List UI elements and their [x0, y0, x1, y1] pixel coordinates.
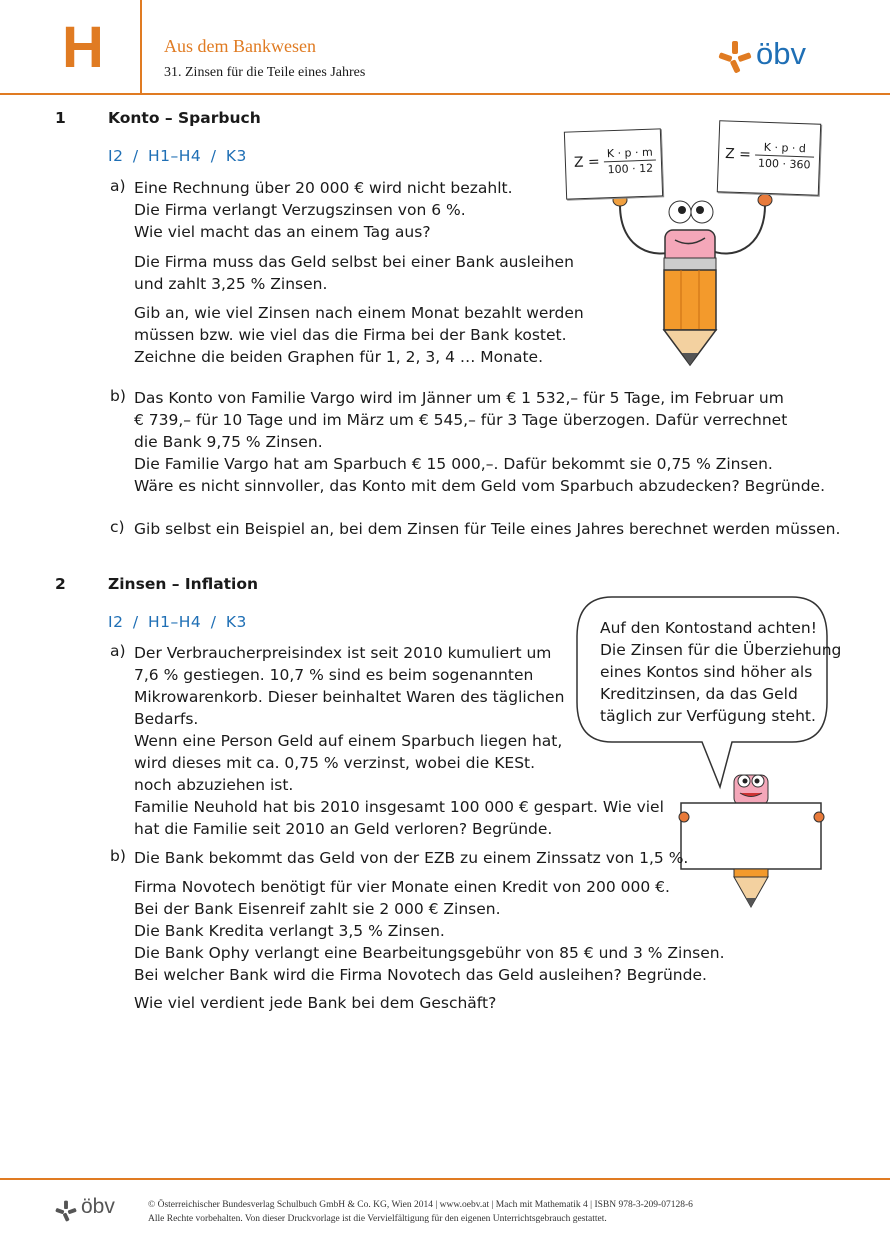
- header: [0, 0, 890, 95]
- header-divider-vertical: [140, 0, 142, 95]
- line: die Bank 9,75 % Zinsen.: [134, 433, 323, 451]
- task-1a-text-2: [134, 251, 574, 295]
- formula-lhs: Z =: [724, 145, 752, 163]
- line: Firma Novotech benötigt für vier Monate einen Kredit von 200 000 €.: [134, 878, 670, 896]
- line: Bedarfs.: [134, 710, 199, 728]
- line: 7,6 % gestiegen. 10,7 % sind es beim sogenannten: [134, 666, 534, 684]
- task-2a-label: a): [110, 642, 126, 660]
- line: täglich zur Verfügung steht.: [600, 707, 816, 725]
- header-divider-horizontal: [0, 93, 890, 95]
- line: Familie Neuhold hat bis 2010 insgesamt 100 000 € gespart. Wie viel: [134, 798, 664, 816]
- fraction-denominator: 100 · 12: [607, 161, 654, 177]
- task-1a-text-3: [134, 302, 584, 368]
- fraction: [604, 146, 657, 177]
- line: Wenn eine Person Geld auf einem Sparbuch liegen hat,: [134, 732, 563, 750]
- obv-logo-text: öbv: [81, 1195, 115, 1218]
- obv-star-icon: [718, 40, 752, 74]
- task-1b-text: [134, 387, 825, 497]
- task-1a-label: a): [110, 177, 126, 195]
- section-2-title: Zinsen – Inflation: [108, 575, 259, 593]
- task-1b-label: b): [110, 387, 126, 405]
- line: Die Bank Ophy verlangt eine Bearbeitungsgebühr von 85 € und 3 % Zinsen.: [134, 944, 725, 962]
- fraction: [755, 141, 814, 172]
- chapter-title: Aus dem Bankwesen: [164, 36, 316, 56]
- line: Die Familie Vargo hat am Sparbuch € 15 000,–. Dafür bekommt sie 0,75 % Zinsen.: [134, 455, 773, 473]
- line: Auf den Kontostand achten!: [600, 619, 817, 637]
- task-2b-text: [134, 876, 725, 986]
- task-1c-label: c): [110, 518, 125, 536]
- fraction-numerator: K · p · m: [604, 146, 656, 163]
- line: und zahlt 3,25 % Zinsen.: [134, 275, 328, 293]
- line: Bei welcher Bank wird die Firma Novotech das Geld ausleihen? Begründe.: [134, 966, 707, 984]
- footer-line: © Österreichischer Bundesverlag Schulbuch GmbH & Co. KG, Wien 2014 | www.oebv.at | Mach mit Mathematik 4 | ISBN 978-3-209-07128-6: [148, 1200, 693, 1210]
- line: müssen bzw. wie viel das die Firma bei der Bank kostet.: [134, 326, 567, 344]
- task-2b-last: Wie viel verdient jede Bank bei dem Geschäft?: [134, 994, 497, 1012]
- task-2b-label: b): [110, 847, 126, 865]
- section-1-competence: I2 / H1–H4 / K3: [108, 147, 247, 165]
- section-2-competence: I2 / H1–H4 / K3: [108, 613, 247, 631]
- footer-line: Alle Rechte vorbehalten. Von dieser Druckvorlage ist die Vervielfältigung für den eigenen Unterrichtsgebrauch gestattet.: [148, 1214, 607, 1224]
- line: Gib an, wie viel Zinsen nach einem Monat bezahlt werden: [134, 304, 584, 322]
- line: Eine Rechnung über 20 000 € wird nicht bezahlt.: [134, 179, 513, 197]
- line: Wäre es nicht sinnvoller, das Konto mit dem Geld vom Sparbuch abzudecken? Begründe.: [134, 477, 825, 495]
- line: Zeichne die beiden Graphen für 1, 2, 3, 4 … Monate.: [134, 348, 544, 366]
- obv-star-icon: [55, 1200, 77, 1222]
- line: eines Kontos sind höher als: [600, 663, 813, 681]
- line: noch abzuziehen ist.: [134, 776, 294, 794]
- line: Wie viel macht das an einem Tag aus?: [134, 223, 431, 241]
- line: € 739,– für 10 Tage und im März um € 545,– für 3 Tage überzogen. Dafür verrechnet: [134, 411, 788, 429]
- line: Der Verbraucherpreisindex ist seit 2010 kumuliert um: [134, 644, 552, 662]
- formula-days: [725, 139, 815, 171]
- formula-sign-days: [717, 120, 821, 196]
- section-1-number: 1: [55, 109, 66, 127]
- line: wird dieses mit ca. 0,75 % verzinst, wobei die KESt.: [134, 754, 536, 772]
- line: Mikrowarenkorb. Dieser beinhaltet Waren des täglichen: [134, 688, 565, 706]
- formula-sign-months: [564, 128, 663, 199]
- line: Die Firma verlangt Verzugszinsen von 6 %.: [134, 201, 466, 219]
- line: Das Konto von Familie Vargo wird im Jänner um € 1 532,– für 5 Tage, im Februar um: [134, 389, 784, 407]
- line: Die Zinsen für die Überziehung: [600, 641, 842, 659]
- footer-divider: [0, 1178, 890, 1180]
- footer-copyright: [148, 1198, 693, 1226]
- fraction-numerator: K · p · d: [755, 141, 814, 158]
- obv-logo-text: öbv: [756, 36, 806, 71]
- line: Kreditzinsen, da das Geld: [600, 685, 798, 703]
- chapter-letter: H: [62, 15, 104, 80]
- task-2b-first: Die Bank bekommt das Geld von der EZB zu einem Zinssatz von 1,5 %.: [134, 849, 689, 867]
- section-2-number: 2: [55, 575, 66, 593]
- task-2a-text: [134, 642, 664, 840]
- fraction-denominator: 100 · 360: [757, 156, 811, 172]
- section-1-title: Konto – Sparbuch: [108, 109, 261, 127]
- formula-months: [573, 146, 656, 178]
- line: hat die Familie seit 2010 an Geld verloren? Begründe.: [134, 820, 553, 838]
- task-1c-text: Gib selbst ein Beispiel an, bei dem Zinsen für Teile eines Jahres berechnet werden müssen.: [134, 520, 841, 538]
- formula-lhs: Z =: [573, 153, 600, 171]
- line: Die Firma muss das Geld selbst bei einer Bank ausleihen: [134, 253, 574, 271]
- chapter-subtitle: 31. Zinsen für die Teile eines Jahres: [164, 65, 366, 80]
- task-1a-text: [134, 177, 513, 243]
- line: Die Bank Kredita verlangt 3,5 % Zinsen.: [134, 922, 445, 940]
- line: Bei der Bank Eisenreif zahlt sie 2 000 € Zinsen.: [134, 900, 501, 918]
